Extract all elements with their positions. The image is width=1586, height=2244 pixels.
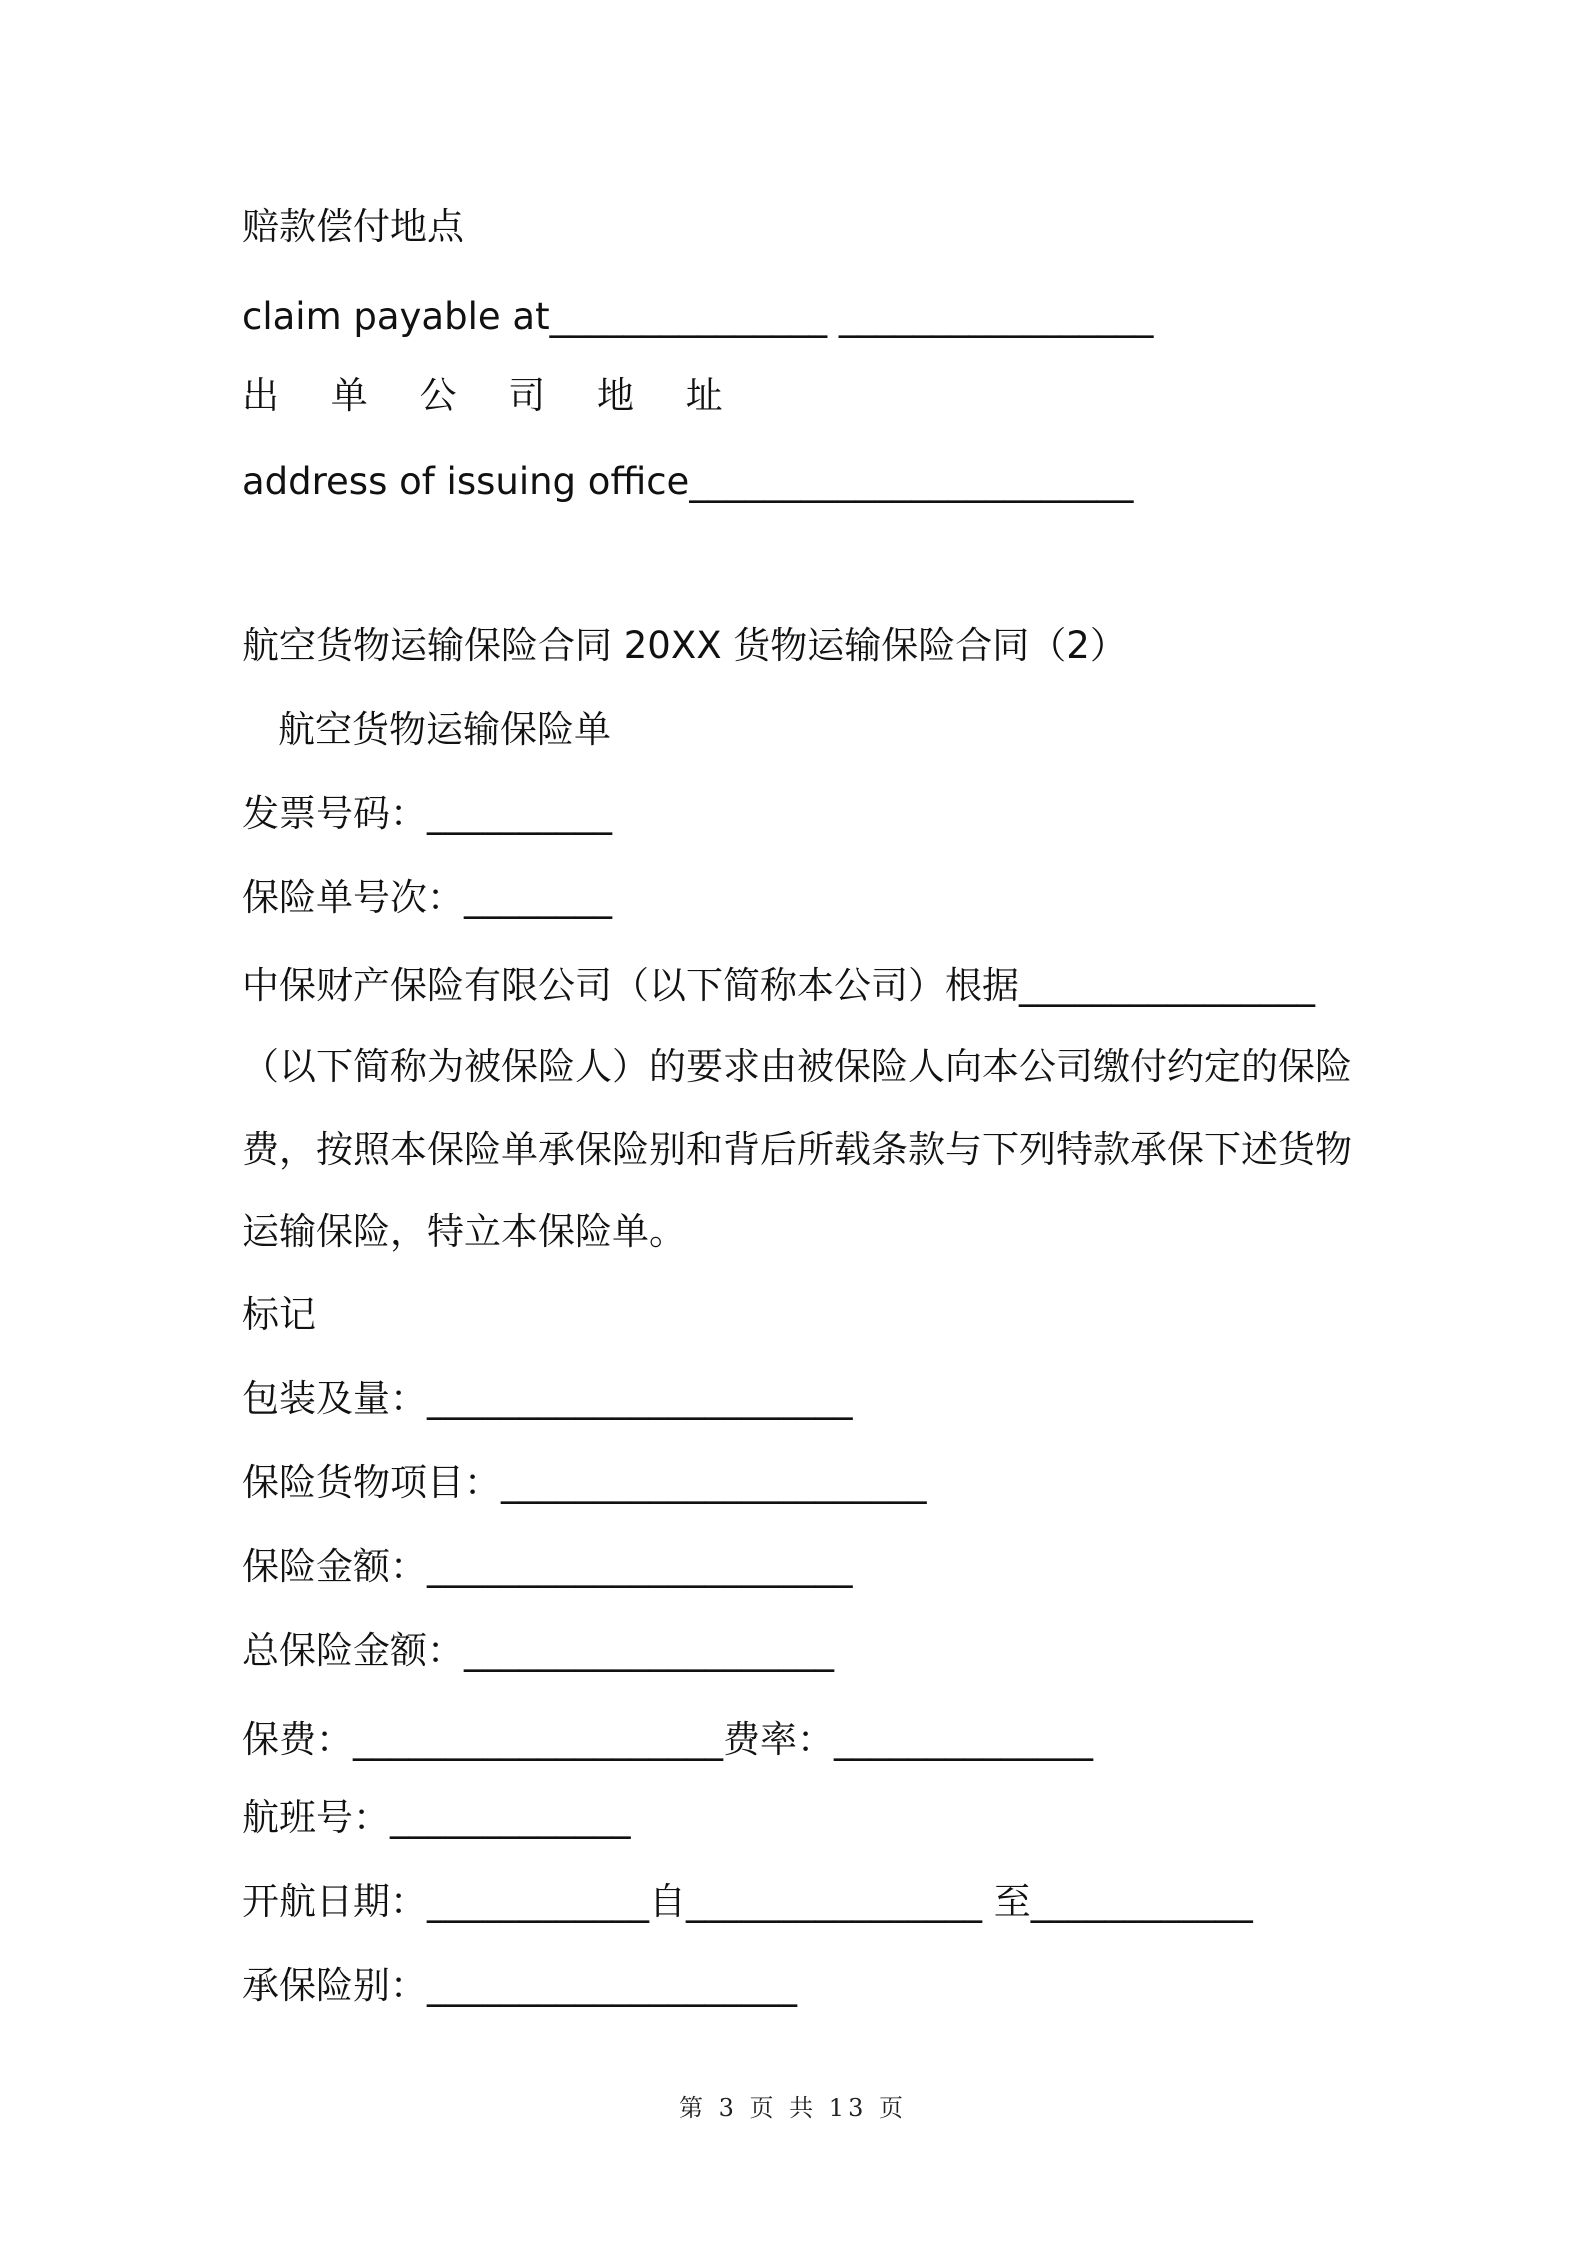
paragraph-line-4: 运输保险，特立本保险单。 (242, 1210, 686, 1253)
issuing-office-en-field: address of issuing office________________________ (242, 460, 1134, 503)
conditions-field: 承保险别：____________________ (242, 1964, 797, 2007)
issuing-office-cn-label: 出 单 公 司 地 址 (242, 374, 743, 417)
packing-quantity-field: 包装及量：_______________________ (242, 1377, 853, 1420)
paragraph-line-2: （以下简称为被保险人）的要求由被保险人向本公司缴付约定的保险 (242, 1045, 1352, 1088)
departure-date-field: 开航日期：____________自________________ 至____________ (242, 1880, 1253, 1923)
policy-number-field: 保险单号次：________ (242, 876, 612, 919)
flight-number-field: 航班号：_____________ (242, 1796, 631, 1839)
premium-rate-field: 保费：____________________费率：______________ (242, 1718, 1093, 1761)
amount-insured-field: 保险金额：_______________________ (242, 1545, 853, 1588)
paragraph-line-1: 中保财产保险有限公司（以下简称本公司）根据________________ (242, 964, 1315, 1007)
paragraph-line-3: 费，按照本保险单承保险别和背后所载条款与下列特款承保下述货物 (242, 1128, 1352, 1171)
policy-title: 航空货物运输保险单 (278, 708, 611, 751)
marks-label: 标记 (242, 1293, 316, 1336)
insured-goods-field: 保险货物项目：_______________________ (242, 1461, 927, 1504)
invoice-number-field: 发票号码：__________ (242, 792, 612, 835)
total-amount-field: 总保险金额：____________________ (242, 1629, 834, 1672)
claim-place-cn-label: 赔款偿付地点 (242, 205, 464, 248)
claim-payable-en-field: claim payable at_______________ _________________ (242, 295, 1154, 338)
section-title: 航空货物运输保险合同 20XX 货物运输保险合同（2） (242, 624, 1127, 667)
page-number-footer: 第 3 页 共 13 页 (679, 2094, 907, 2122)
